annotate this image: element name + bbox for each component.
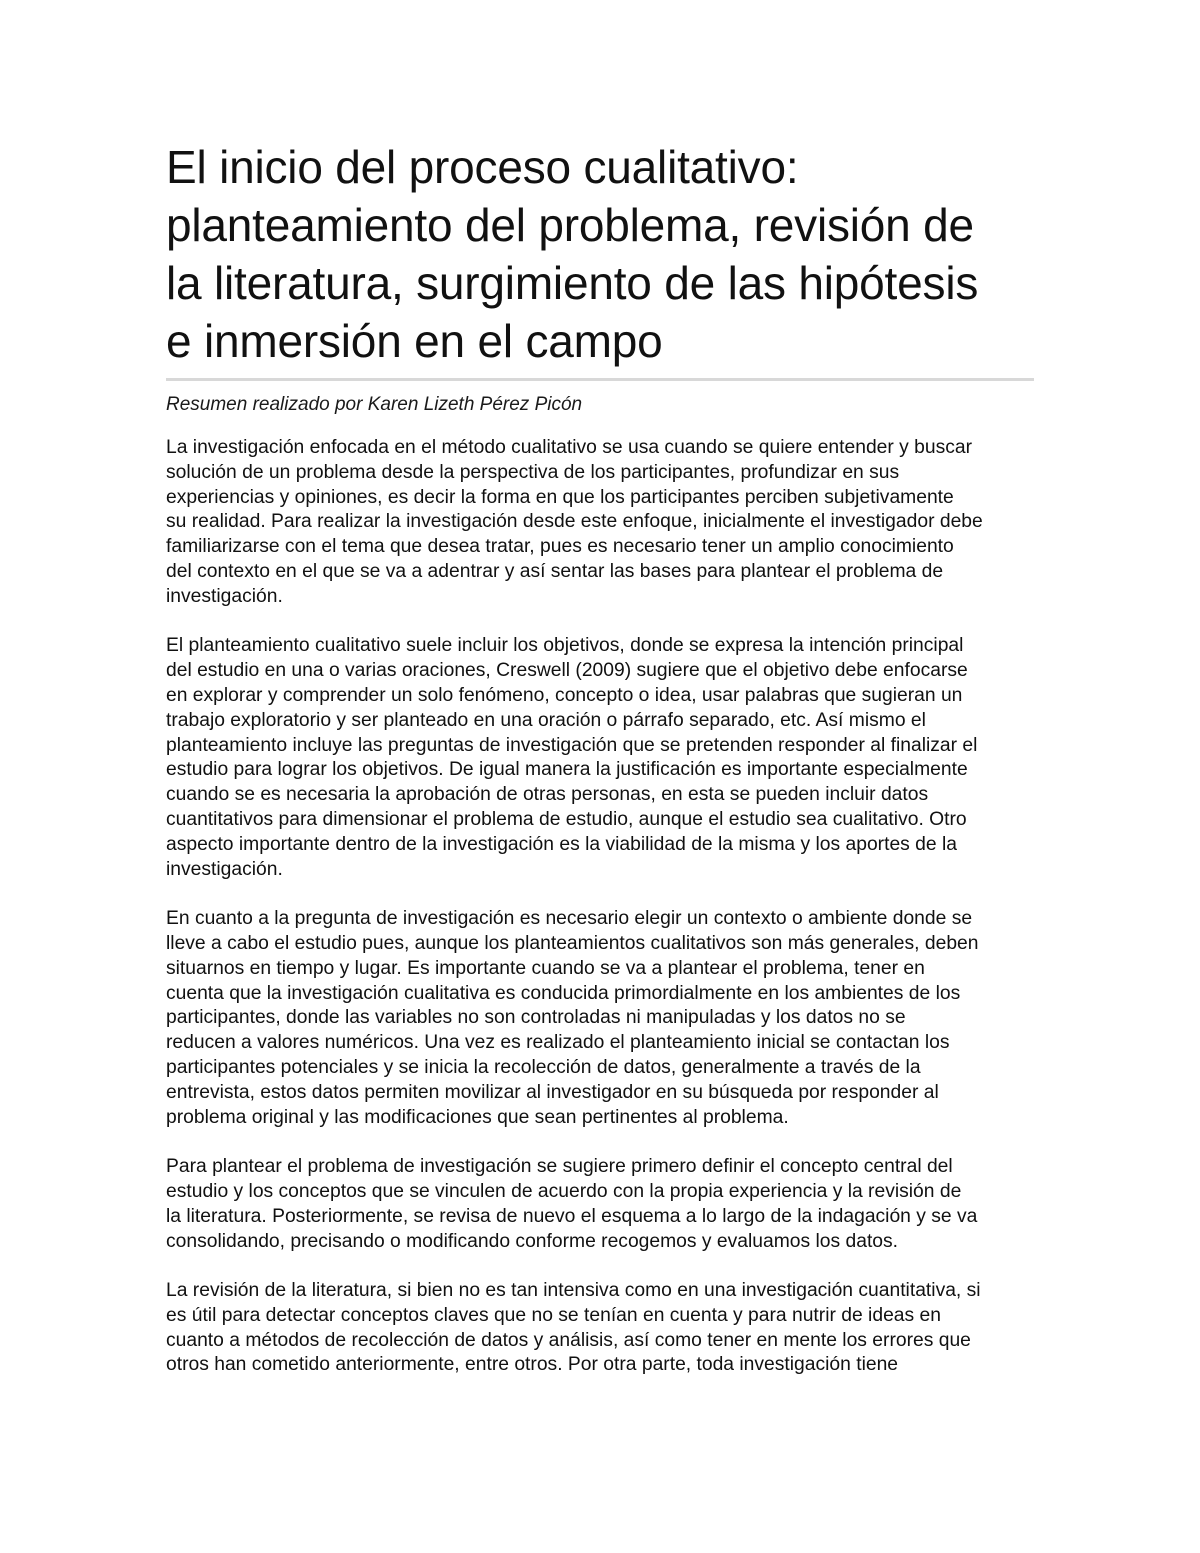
- text-line: La investigación enfocada en el método cualitativo se usa cuando se quiere entender y buscar: [166, 437, 973, 458]
- text-line: cuantitativos para dimensionar el problema de estudio, aunque el estudio sea cualitativo. Otro: [166, 808, 967, 830]
- text-line: participantes, donde las variables no son controladas ni manipuladas y los datos no se: [166, 1007, 906, 1029]
- text-line: otros han cometido anteriormente, entre otros. Por otra parte, toda investigación tiene: [166, 1354, 899, 1376]
- text-line: familiarizarse con el tema que desea tratar, pues es necesario tener un amplio conocimiento: [166, 536, 954, 558]
- text-line: cuanto a métodos de recolección de datos y análisis, así como tener en mente los errores que: [166, 1329, 971, 1351]
- title-divider: [166, 378, 1034, 381]
- title-line: la literatura, surgimiento de las hipótesis: [166, 257, 979, 309]
- text-line: cuenta que la investigación cualitativa es conducida primordialmente en los ambientes de los: [166, 982, 961, 1004]
- document-body: [166, 138, 1034, 1378]
- text-line: reducen a valores numéricos. Una vez es realizado el planteamiento inicial se contactan los: [166, 1032, 950, 1054]
- text-line: en explorar y comprender un solo fenómeno, concepto o idea, usar palabras que sugieran un: [166, 684, 963, 706]
- text-line: la literatura. Posteriormente, se revisa de nuevo el esquema a lo largo de la indagación y se va: [166, 1205, 978, 1227]
- text-line: del contexto en el que se va a adentrar y así sentar las bases para plantear el problema de: [166, 560, 944, 582]
- document-title: [166, 138, 1034, 370]
- text-line: solución de un problema desde la perspectiva de los participantes, profundizar en sus: [166, 461, 900, 483]
- text-line: investigación.: [166, 858, 283, 880]
- text-line: Para plantear el problema de investigación se sugiere primero definir el concepto central del: [166, 1156, 953, 1178]
- paragraph: [166, 907, 1034, 1130]
- title-line: e inmersión en el campo: [166, 315, 663, 367]
- text-line: entrevista, estos datos permiten movilizar al investigador en su búsqueda por responder al: [166, 1081, 939, 1103]
- text-line: cuando se es necesaria la aprobación de otras personas, en esta se pueden incluir datos: [166, 784, 929, 806]
- text-line: lleve a cabo el estudio pues, aunque los planteamientos cualitativos son más generales, deben: [166, 932, 979, 954]
- title-line: planteamiento del problema, revisión de: [166, 199, 974, 251]
- text-line: El planteamiento cualitativo suele incluir los objetivos, donde se expresa la intención principal: [166, 635, 964, 657]
- text-line: es útil para detectar conceptos claves que no se tenían en cuenta y para nutrir de ideas en: [166, 1304, 941, 1326]
- paragraph: [166, 634, 1034, 882]
- text-line: del estudio en una o varias oraciones, Creswell (2009) sugiere que el objetivo debe enfocarse: [166, 660, 968, 682]
- text-line: En cuanto a la pregunta de investigación es necesario elegir un contexto o ambiente donde se: [166, 908, 973, 930]
- text-line: problema original y las modificaciones que sean pertinentes al problema.: [166, 1106, 789, 1128]
- text-line: estudio y los conceptos que se vinculen de acuerdo con la propia experiencia y la revisión de: [166, 1180, 962, 1202]
- text-line: investigación.: [166, 585, 283, 607]
- text-line: situarnos en tiempo y lugar. Es importante cuando se va a plantear el problema, tener en: [166, 957, 925, 979]
- paragraph: [166, 436, 1034, 610]
- text-line: trabajo exploratorio y ser planteado en una oración o párrafo separado, etc. Así mismo el: [166, 709, 926, 731]
- text-line: su realidad. Para realizar la investigación desde este enfoque, inicialmente el investigador debe: [166, 511, 983, 533]
- text-line: La revisión de la literatura, si bien no es tan intensiva como en una investigación cuantitativa, si: [166, 1280, 981, 1302]
- author-byline: Resumen realizado por Karen Lizeth Pérez Picón: [166, 394, 583, 415]
- text-line: consolidando, precisando o modificando conforme recogemos y evaluamos los datos.: [166, 1230, 899, 1252]
- text-line: estudio para lograr los objetivos. De igual manera la justificación es importante especialmente: [166, 759, 968, 781]
- paragraph: [166, 1279, 1034, 1378]
- text-line: planteamiento incluye las preguntas de investigación que se pretenden responder al finalizar el: [166, 734, 978, 756]
- text-line: experiencias y opiniones, es decir la forma en que los participantes perciben subjetivamente: [166, 486, 954, 508]
- text-line: aspecto importante dentro de la investigación es la viabilidad de la misma y los aportes de la: [166, 833, 957, 855]
- title-line: El inicio del proceso cualitativo:: [166, 141, 799, 193]
- text-line: participantes potenciales y se inicia la recolección de datos, generalmente a través de la: [166, 1056, 921, 1078]
- paragraph: [166, 1155, 1034, 1254]
